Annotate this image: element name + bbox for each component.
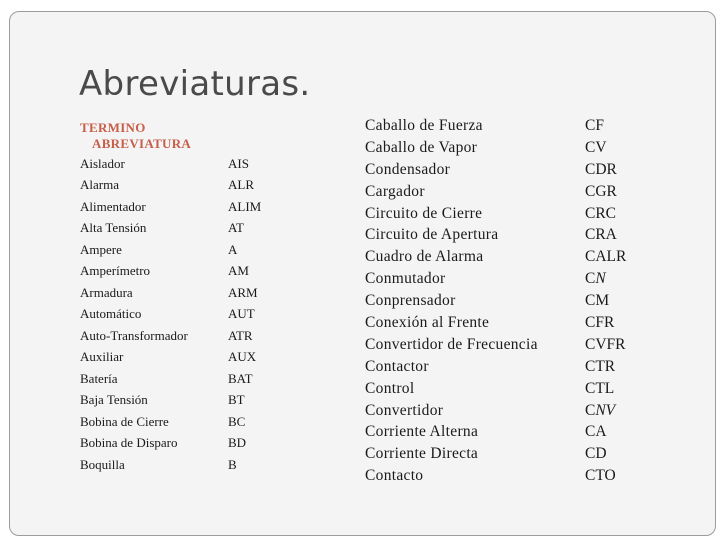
abbreviation-row [365, 181, 626, 203]
term-text: Corriente Directa [365, 445, 479, 463]
header-term: TERMINO [80, 120, 146, 135]
abbreviation-text: CGR [585, 182, 617, 200]
term-text: Bobina de Disparo [80, 435, 178, 451]
abbreviation-text: CM [585, 292, 610, 310]
abbreviation-text: B [228, 456, 237, 472]
abbreviation-row [365, 400, 626, 422]
left-abbreviation-list [80, 153, 261, 476]
abbreviation-text: AT [228, 220, 244, 236]
term-text: Alimentador [80, 198, 146, 214]
abbreviation-row [365, 378, 626, 400]
term-text: Circuito de Apertura [365, 226, 499, 244]
term-text: Aislador [80, 155, 125, 171]
term-text: Contacto [365, 467, 424, 485]
abbreviation-text: CVFR [585, 335, 626, 353]
abbreviation-text: CV [585, 138, 607, 156]
abbreviation-text: ALR [228, 177, 254, 193]
term-text: Corriente Alterna [365, 423, 479, 441]
abbreviation-row [365, 421, 626, 443]
abbreviation-row [80, 282, 261, 304]
abbreviation-text: CFR [585, 313, 615, 331]
term-text: Conexión al Frente [365, 313, 490, 331]
abbreviation-row [365, 268, 626, 290]
abbreviation-row [365, 203, 626, 225]
abbreviation-text: ARM [228, 284, 258, 300]
term-text: Condensador [365, 160, 451, 178]
term-text: Armadura [80, 284, 133, 300]
term-text: Auxiliar [80, 349, 124, 365]
abbreviation-row [365, 312, 626, 334]
abbreviation-row [365, 159, 626, 181]
abbreviation-row [80, 218, 261, 240]
term-text: Batería [80, 370, 118, 386]
term-text: Conmutador [365, 270, 446, 288]
abbreviation-row [80, 411, 261, 433]
abbreviation-text: BT [228, 392, 245, 408]
abbreviation-row [80, 325, 261, 347]
term-text: Circuito de Cierre [365, 204, 483, 222]
abbreviation-row [80, 261, 261, 283]
term-text: Bobina de Cierre [80, 413, 169, 429]
abbreviation-text: CRC [585, 204, 617, 222]
term-text: Caballo de Fuerza [365, 116, 483, 134]
abbreviation-row [80, 454, 261, 476]
term-text: Automático [80, 306, 142, 322]
abbreviation-row [80, 390, 261, 412]
abbreviation-text: ALIM [228, 198, 262, 214]
abbreviation-row [365, 290, 626, 312]
abbreviation-text: CRA [585, 226, 617, 244]
abbreviation-text: BC [228, 413, 246, 429]
abbreviation-row [80, 196, 261, 218]
term-text: Amperímetro [80, 263, 151, 279]
abbreviation-italic: NV [595, 401, 616, 419]
abbreviation-text: CD [585, 445, 607, 463]
abbreviation-row [365, 465, 626, 487]
abbreviation-row [80, 153, 261, 175]
term-text: Alta Tensión [80, 220, 147, 236]
abbreviation-row [365, 224, 626, 246]
abbreviation-row [80, 239, 261, 261]
term-text: Convertidor [365, 401, 444, 419]
abbreviation-row [365, 334, 626, 356]
abbreviation-text: AUX [228, 349, 257, 365]
abbreviation-row [80, 433, 261, 455]
term-text: Auto-Transformador [80, 327, 188, 343]
abbreviation-row [365, 443, 626, 465]
slide-title: Abreviaturas. [79, 64, 311, 104]
abbreviation-text: AIS [228, 155, 249, 171]
term-text: Cargador [365, 182, 425, 200]
term-text: Conprensador [365, 292, 456, 310]
abbreviation-text [585, 270, 606, 288]
abbreviation-text: BD [228, 435, 247, 451]
term-text: Convertidor de Frecuencia [365, 335, 538, 353]
term-text: Control [365, 379, 415, 397]
abbreviation-row [80, 175, 261, 197]
term-text: Cuadro de Alarma [365, 248, 484, 266]
term-text: Ampere [80, 241, 122, 257]
abbreviation-text: CTL [585, 379, 615, 397]
abbreviation-prefix: C [585, 270, 596, 288]
abbreviation-text: CF [585, 116, 604, 134]
left-column-header [80, 120, 191, 152]
abbreviation-text: CA [585, 423, 607, 441]
abbreviation-row [365, 356, 626, 378]
abbreviation-row [80, 304, 261, 326]
abbreviation-row [80, 347, 261, 369]
abbreviation-row [365, 137, 626, 159]
abbreviation-text: A [228, 241, 238, 257]
abbreviation-text: CTR [585, 357, 616, 375]
term-text: Caballo de Vapor [365, 138, 478, 156]
right-abbreviation-list [365, 115, 626, 487]
abbreviation-italic: N [595, 270, 606, 288]
abbreviation-row [365, 246, 626, 268]
abbreviation-row [80, 368, 261, 390]
abbreviation-text: ATR [228, 327, 253, 343]
term-text: Alarma [80, 177, 119, 193]
abbreviation-text: CTO [585, 467, 616, 485]
abbreviation-text [585, 402, 615, 420]
abbreviation-text: AUT [228, 306, 255, 322]
abbreviation-prefix: C [585, 401, 596, 419]
abbreviation-text: CDR [585, 160, 617, 178]
term-text: Baja Tensión [80, 392, 148, 408]
term-text: Boquilla [80, 456, 125, 472]
abbreviation-text: AM [228, 263, 249, 279]
abbreviation-text: CALR [585, 248, 627, 266]
abbreviation-row [365, 115, 626, 137]
abbreviation-text: BAT [228, 370, 253, 386]
term-text: Contactor [365, 357, 429, 375]
header-abbreviation: ABREVIATURA [92, 136, 192, 151]
